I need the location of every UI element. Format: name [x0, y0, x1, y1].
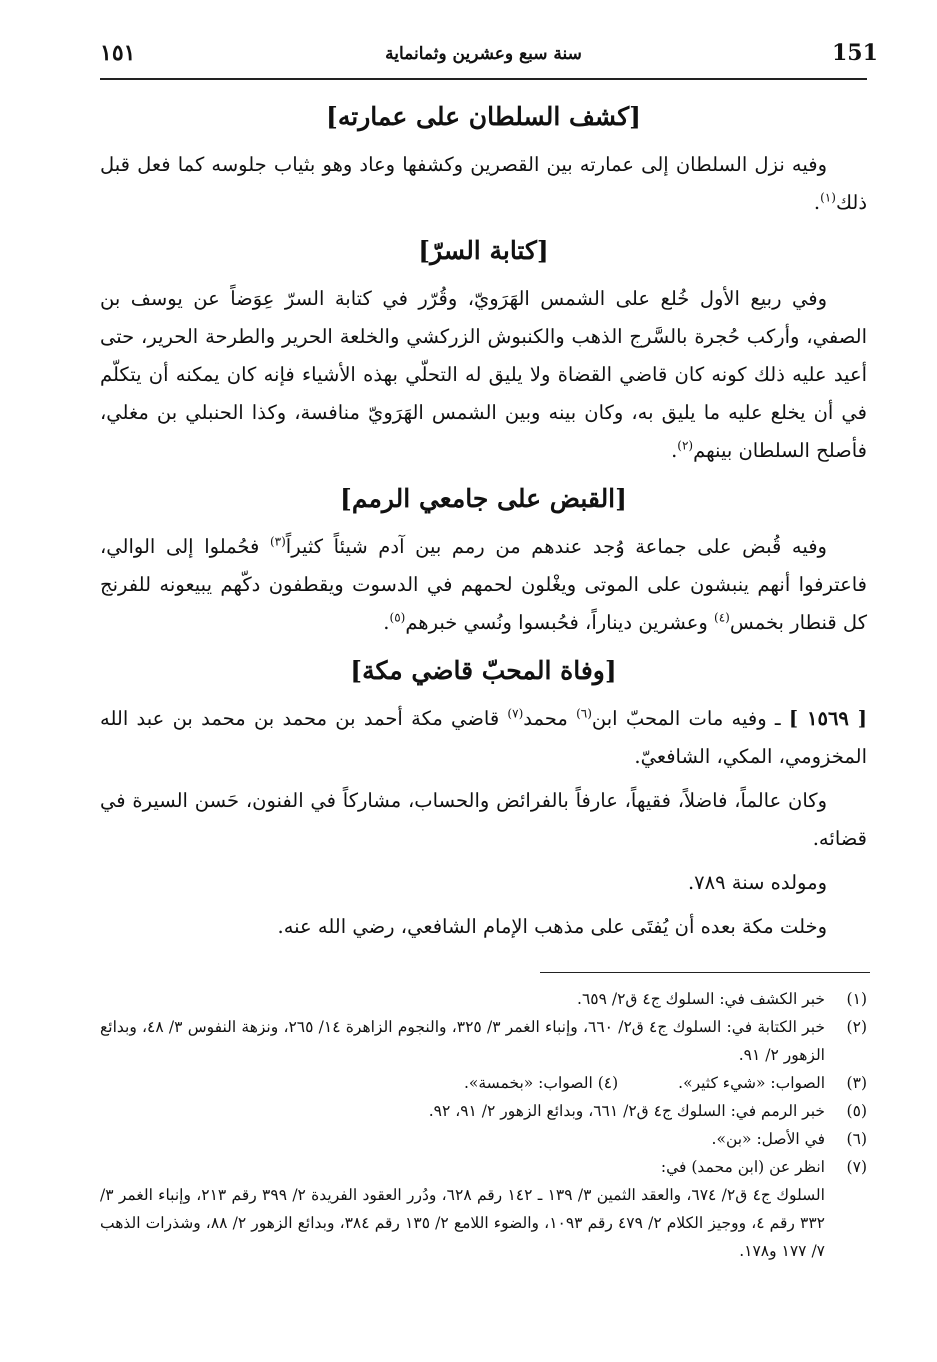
footnote-divider [540, 972, 870, 973]
section-heading: [وفاة المحبّ قاضي مكة] [350, 656, 617, 685]
footnote-ref: (٢) [677, 438, 694, 453]
footnote: (٦) في الأصل: «بن». [711, 1130, 867, 1148]
entry-number: [ ١٥٦٩ ] [788, 707, 867, 730]
page-number-latin: 151 [832, 40, 878, 66]
paragraph: وفيه نزل السلطان إلى عمارته بين القصرين وكشفها وعاد وهو بثياب جلوسه كما فعل قبل ذلك$^{(١)}$. [100, 153, 867, 214]
footnote-ref: (٦) [576, 706, 592, 721]
running-title: سنة سبع وعشرين وثمانماية [385, 44, 582, 64]
footnote-ref: (٤) [714, 610, 730, 625]
paragraph: وفيه قُبض على جماعة وُجد عندهم من رمم بين آدم شيئاً كثيراً$^{(٣)}$ فحُملوا إلى الوالي، فاعترفوا أنهم ينبشون على الموتى ويغْلون لحمهم في الدسوت ويقطفون دكّهم يبيعونه للفرنج كل قنطار بخمس$^{(٤)}$ وعشرين ديناراً، فحُبسوا ونُسي خبرهم$^{(٥)}$. [100, 534, 867, 634]
footnote-ref: (٥) [389, 610, 406, 625]
page-header [100, 38, 878, 80]
footnote: (٣) الصواب: «شيء كثير».(٤) الصواب: «بخمسة». [463, 1074, 867, 1092]
paragraph: وخلت مكة بعده أن يُفتَى على مذهب الإمام الشافعي، رضي الله عنه. [277, 915, 827, 938]
footnote-continuation: السلوك ج٤ ق٢/ ٦٧٤، والعقد الثمين ٣/ ١٣٩ ـ ١٤٢ رقم ٦٢٨، ودُرر العقود الفريدة ٢/ ٣٩٩ رقم ٢١٣، وإنباء الغمر ٣/ ٣٣٢ رقم ٤، ووجيز الكلام ٢/ ٤٧٩ رقم ١٠٩٣، والضوء اللامع ٢/ ١٣٥ رقم ٣٨٤، وبدائع الزهور ٢/ ٨٨، وشذرات الذهب ٧/ ١٧٧ و١٧٨. [100, 1186, 826, 1260]
section-heading: [القبض على جامعي الرمم] [340, 484, 627, 513]
footnote: (٢) خبر الكتابة في: السلوك ج٤ ق٢/ ٦٦٠، وإنباء الغمر ٣/ ٣٢٥، والنجوم الزاهرة ١٤/ ٢٦٥، ونزهة النفوس ٣/ ٤٨، وبدائع الزهور ٢/ ٩١. [100, 1018, 867, 1064]
footnote-ref: (١) [820, 190, 836, 205]
paragraph: ومولده سنة ٧٨٩. [687, 871, 827, 894]
footnote-ref: (٣) [269, 534, 286, 549]
footnote-ref: (٧) [507, 706, 524, 721]
page-number-arabic: ١٥١ [100, 40, 136, 66]
section-heading: [كشف السلطان على عمارته] [326, 102, 641, 131]
paragraph: وكان عالماً، فاضلاً، فقيهاً، عارفاً بالفرائض والحساب، مشاركاً في الفنون، حَسن السيرة في قضائه. [100, 789, 867, 850]
main-text [100, 92, 867, 946]
section-heading: [كتابة السرّ] [418, 236, 549, 265]
footnote: (٧) انظر عن (ابن محمد) في: [660, 1158, 867, 1176]
footnote: (٥) خبر الرمم في: السلوك ج٤ ق٢/ ٦٦١، وبدائع الزهور ٢/ ٩١، ٩٢. [428, 1102, 867, 1120]
paragraph: وفي ربيع الأول خُلع على الشمس الهَرَويّ، وقُرّر في كتابة السرّ عِوَضاً عن يوسف بن الصفي، وأركب حُجرة بالسَّرج الذهب والكنبوش الزركشي والخلعة الحرير والطرحة الحرير، حتى أعيد عليه ذلك كونه كان قاضي القضاة ولا يليق له التحلّي بهذه الأشياء فإنه كان يمكنه أن يتكلّم في أن يخلع عليه ما يليق به، وكان بينه وبين الشمس الهَرَويّ منافسة، وكذا الحنبلي بن مغلي، فأصلح السلطان بينهم$^{(٢)}$. [100, 287, 867, 462]
obituary-entry: [ ١٥٦٩ ] ـ وفيه مات المحبّ ابن$^{(٦)}$ محمد$^{(٧)}$ قاضي مكة أحمد بن محمد بن محمد بن عبد الله المخزومي، المكي، الشافعيّ. [100, 706, 867, 768]
footnotes [100, 985, 867, 1265]
footnote: (١) خبر الكشف في: السلوك ج٤ ق٢/ ٦٥٩. [577, 990, 867, 1008]
